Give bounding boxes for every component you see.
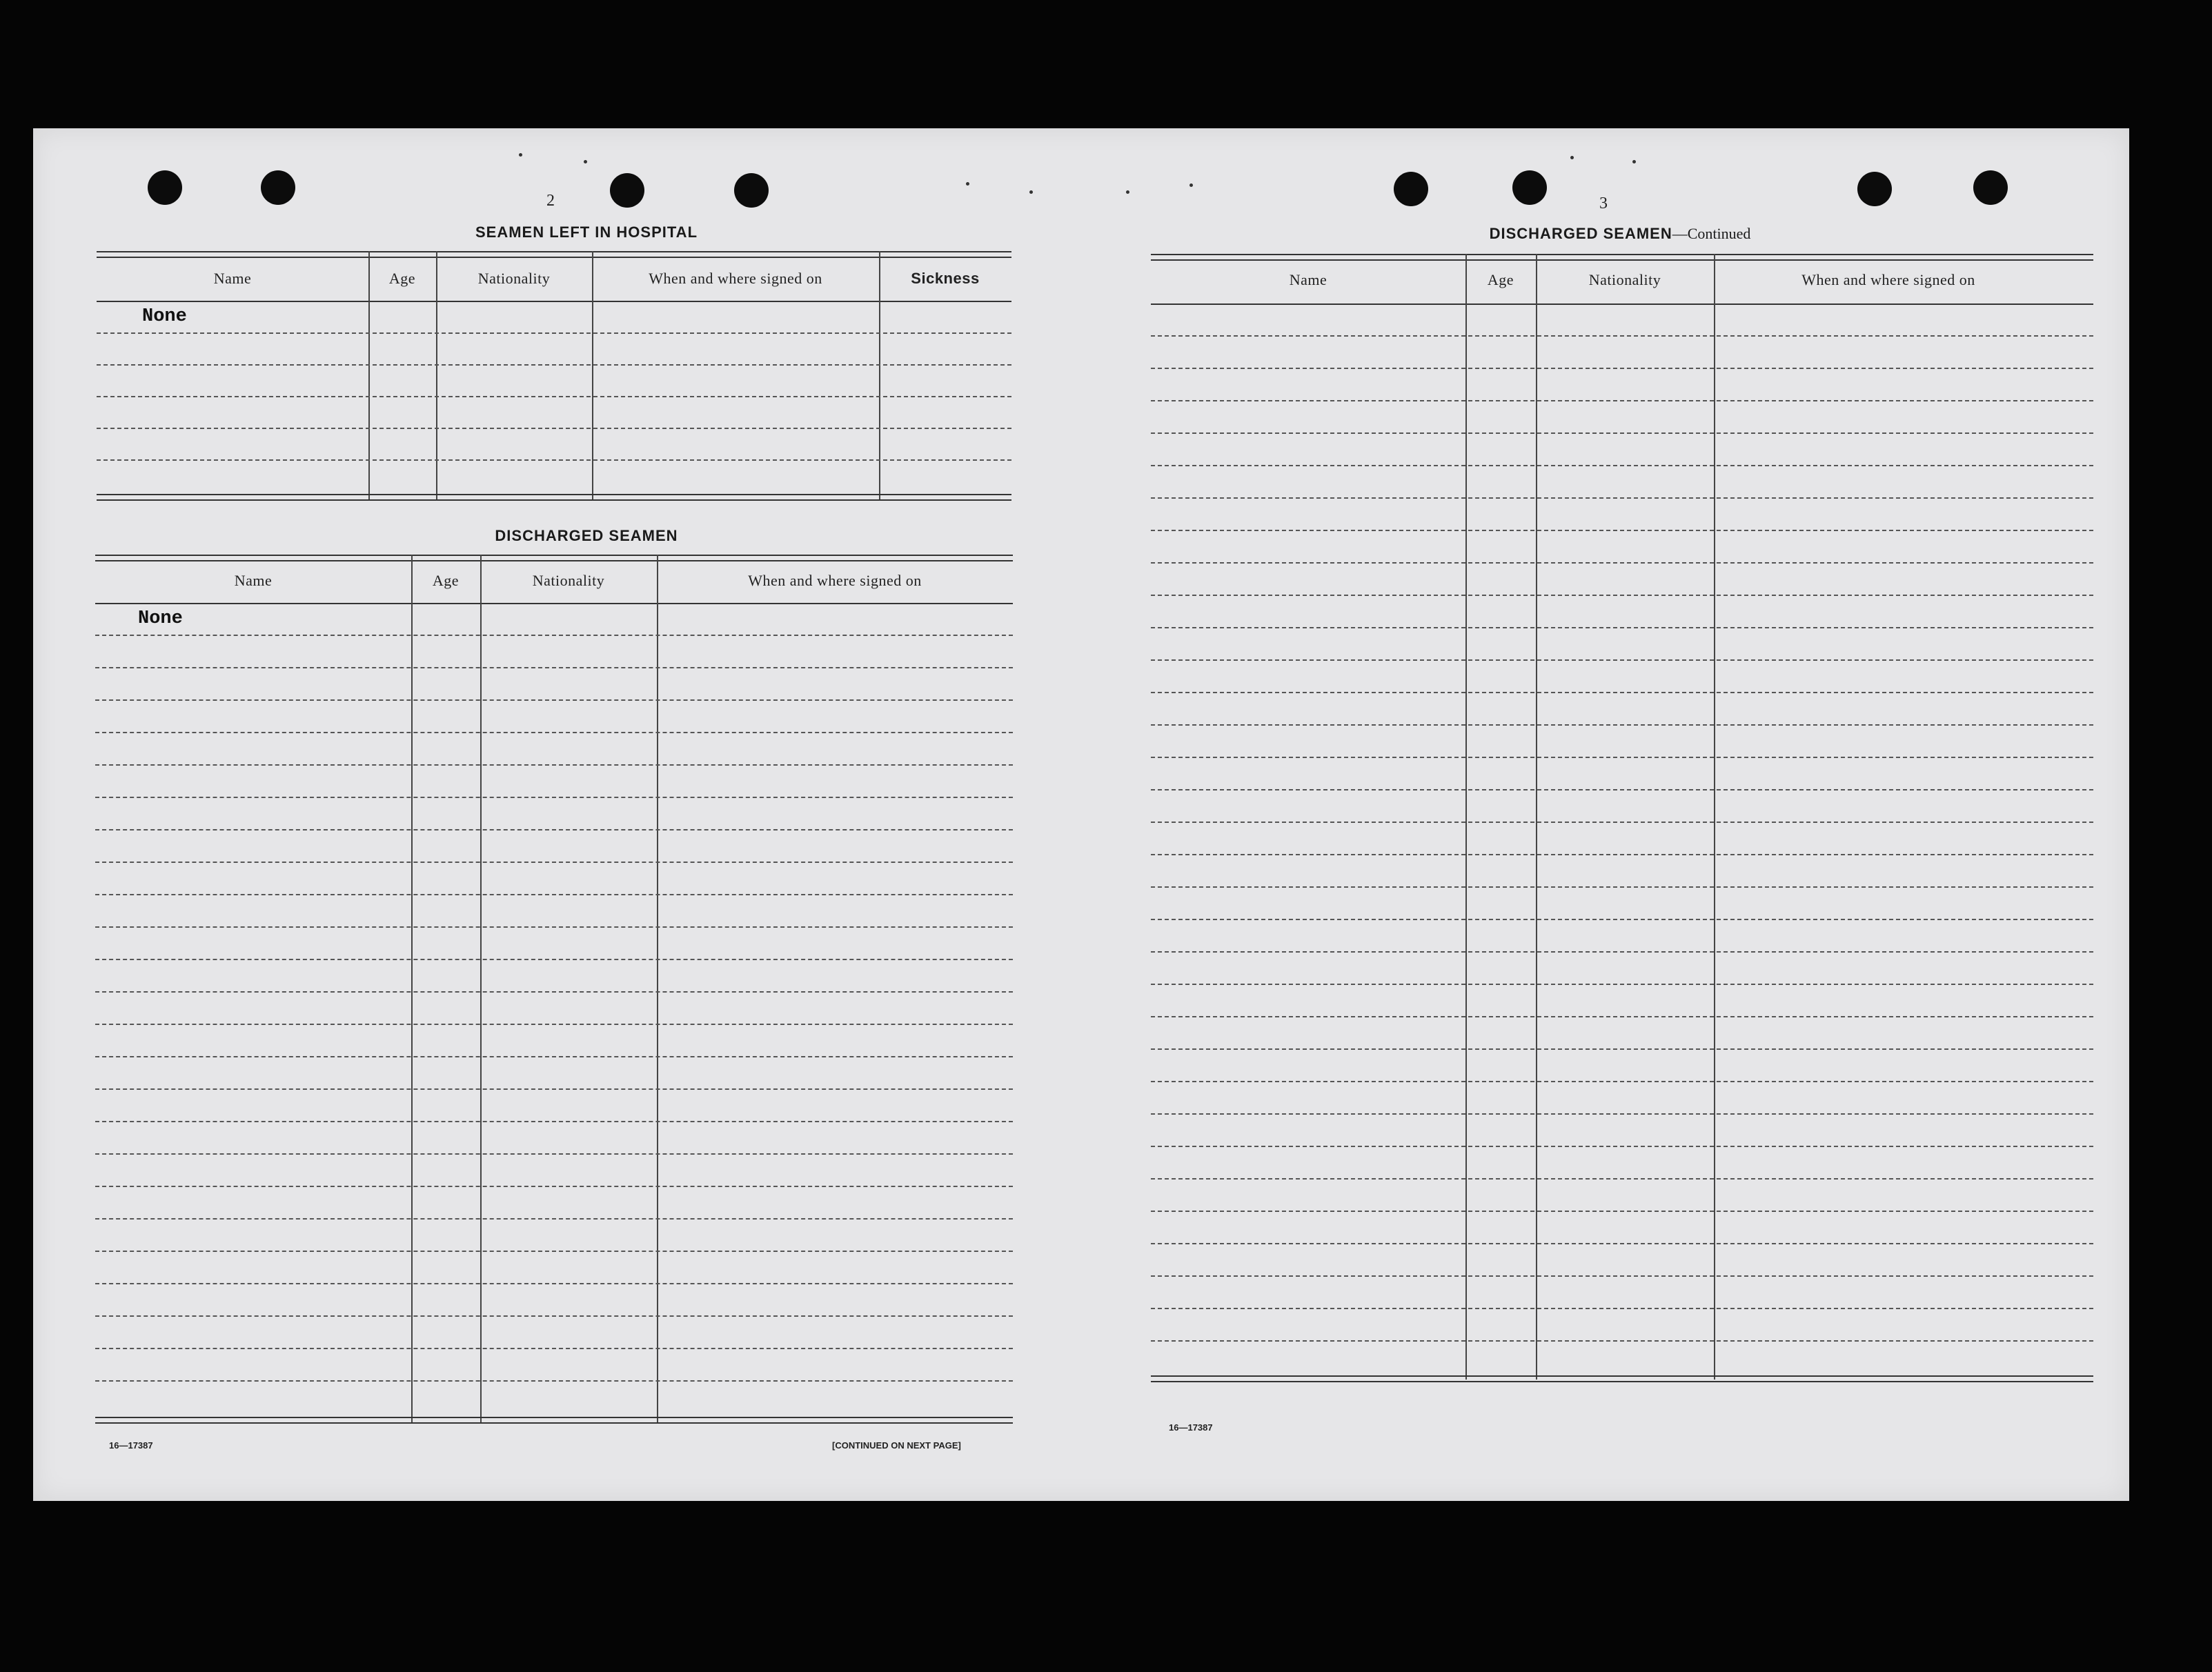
row-line: [95, 862, 1013, 863]
row-line: [97, 364, 1011, 366]
row-line: [1151, 1081, 2093, 1082]
row-line: [95, 667, 1013, 668]
row-line: [97, 396, 1011, 397]
punch-hole: [1512, 170, 1547, 205]
row-line: [1151, 1211, 2093, 1212]
hospital-table: [97, 251, 1011, 504]
col-divider: [411, 555, 413, 1422]
row-line: [95, 1380, 1013, 1382]
col-header-sickness: Sickness: [911, 270, 980, 287]
table-bottom-rule: [97, 494, 1011, 501]
punch-hole: [1857, 172, 1892, 206]
speck: [1029, 190, 1033, 194]
row-line: [1151, 659, 2093, 661]
col-header-nationality: Nationality: [477, 270, 551, 287]
row-line: [95, 1218, 1013, 1220]
row-line: [1151, 1113, 2093, 1115]
row-line: [95, 991, 1013, 993]
row-line: [1151, 1048, 2093, 1050]
speck: [1632, 160, 1636, 163]
row-line: [1151, 789, 2093, 790]
col-header-age: Age: [432, 572, 460, 589]
col-header-signed-on: When and where signed on: [1801, 271, 1975, 288]
discharged-title: DISCHARGED SEAMEN: [495, 527, 678, 544]
speck: [519, 153, 522, 157]
row-line: [1151, 919, 2093, 920]
table-bottom-rule: [95, 1417, 1013, 1424]
header-rule: [95, 603, 1013, 604]
row-line: [1151, 1275, 2093, 1277]
col-divider: [480, 555, 482, 1422]
col-header-age: Age: [1487, 271, 1514, 288]
speck: [1189, 183, 1193, 187]
speck: [1570, 156, 1574, 159]
col-divider: [592, 251, 593, 499]
speck: [1126, 190, 1129, 194]
row-line: [1151, 1340, 2093, 1342]
row-line: [95, 829, 1013, 830]
row-line: [95, 894, 1013, 895]
row-line: [95, 1056, 1013, 1057]
col-divider: [436, 251, 437, 499]
title-continued: —Continued: [1672, 225, 1751, 242]
col-divider: [657, 555, 658, 1422]
title-main: DISCHARGED SEAMEN: [1489, 225, 1672, 242]
row-line: [95, 926, 1013, 928]
form-code-right: 16—17387: [1169, 1422, 1213, 1433]
col-header-name: Name: [234, 572, 273, 589]
discharged-table-left: [95, 555, 1013, 1428]
row-line: [1151, 1178, 2093, 1180]
row-line: [95, 699, 1013, 701]
row-line: [1151, 465, 2093, 466]
header-rule: [97, 301, 1011, 302]
row-line: [1151, 822, 2093, 823]
row-line: [95, 1186, 1013, 1187]
punch-hole: [610, 173, 644, 208]
punch-hole: [261, 170, 295, 205]
row-line: [1151, 400, 2093, 401]
punch-hole: [1973, 170, 2008, 205]
row-line: [1151, 595, 2093, 596]
col-header-name: Name: [1289, 271, 1327, 288]
row-line: [1151, 1016, 2093, 1017]
row-line: [1151, 692, 2093, 693]
col-header-nationality: Nationality: [532, 572, 605, 589]
col-header-signed-on: When and where signed on: [748, 572, 922, 589]
row-line: [95, 959, 1013, 960]
row-line: [1151, 627, 2093, 628]
row-line: [95, 1088, 1013, 1090]
col-divider: [368, 251, 370, 499]
discharged-continued-title: [1151, 225, 2089, 243]
col-header-nationality: Nationality: [1588, 271, 1661, 288]
discharged-table-right: [1151, 254, 2093, 1410]
row-line: [95, 797, 1013, 798]
row-line: [95, 764, 1013, 766]
row-line: [95, 732, 1013, 733]
row-line: [95, 635, 1013, 636]
row-line: [95, 1024, 1013, 1025]
punch-hole: [1394, 172, 1428, 206]
table-bottom-rule: [1151, 1375, 2093, 1382]
row-line: [1151, 951, 2093, 953]
col-divider: [879, 251, 880, 499]
page-number-left: 2: [546, 192, 555, 210]
row-line: [95, 1348, 1013, 1349]
document-sheet: [33, 128, 2129, 1501]
row-line: [95, 1153, 1013, 1155]
form-code-left: 16—17387: [109, 1440, 153, 1451]
page-number-right: 3: [1599, 195, 1608, 212]
row-line: [1151, 886, 2093, 888]
row-line: [1151, 724, 2093, 726]
row-line: [1151, 530, 2093, 531]
row-line: [1151, 562, 2093, 564]
row-line: [95, 1251, 1013, 1252]
row-line: [1151, 1243, 2093, 1244]
row-line: [1151, 984, 2093, 985]
row-line: [1151, 854, 2093, 855]
hospital-title: SEAMEN LEFT IN HOSPITAL: [475, 223, 698, 241]
row-line: [1151, 1308, 2093, 1309]
discharged-entry-name: None: [138, 608, 183, 629]
row-line: [1151, 432, 2093, 434]
row-line: [95, 1283, 1013, 1284]
row-line: [1151, 335, 2093, 337]
row-line: [1151, 368, 2093, 369]
col-header-name: Name: [213, 270, 252, 287]
row-line: [95, 1315, 1013, 1317]
speck: [584, 160, 587, 163]
row-line: [1151, 497, 2093, 499]
punch-hole: [734, 173, 769, 208]
row-line: [1151, 1146, 2093, 1147]
row-line: [97, 332, 1011, 334]
hospital-entry-name: None: [142, 306, 187, 327]
col-header-age: Age: [388, 270, 416, 287]
row-line: [1151, 757, 2093, 758]
row-line: [97, 428, 1011, 429]
speck: [966, 182, 969, 186]
header-rule: [1151, 303, 2093, 305]
row-line: [97, 459, 1011, 461]
punch-hole: [148, 170, 182, 205]
continued-note: [CONTINUED ON NEXT PAGE]: [832, 1440, 961, 1451]
col-header-signed-on: When and where signed on: [649, 270, 822, 287]
row-line: [95, 1121, 1013, 1122]
